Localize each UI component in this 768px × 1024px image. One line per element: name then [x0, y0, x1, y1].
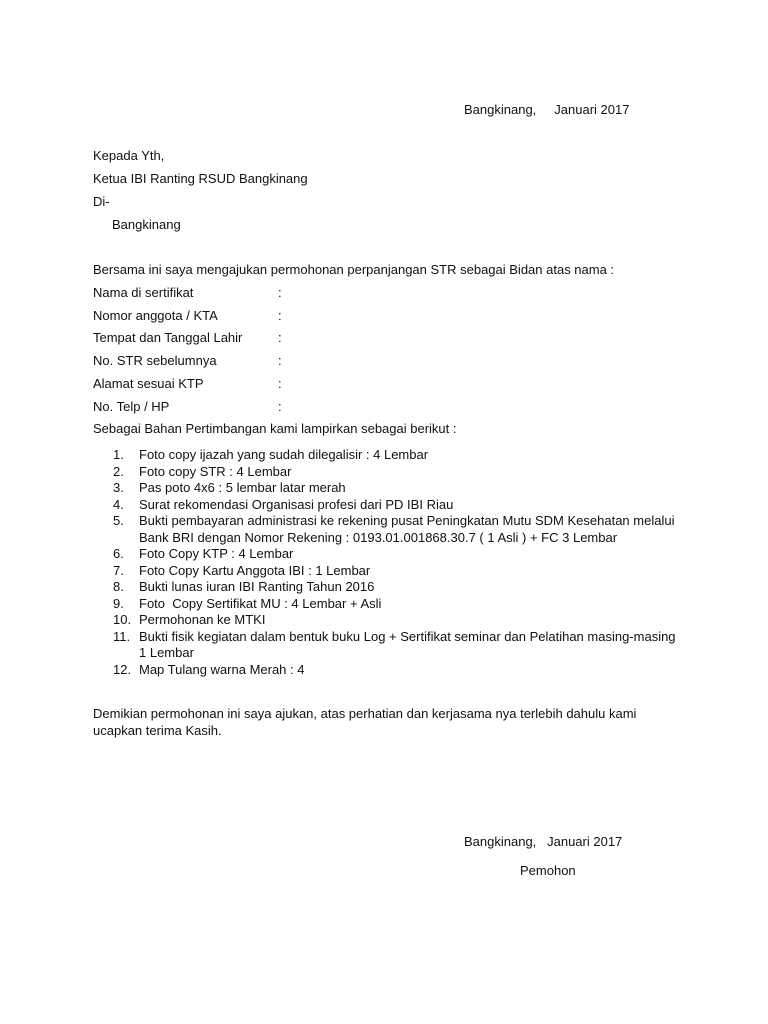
list-item-number: 3. — [113, 480, 124, 495]
closing-paragraph: Demikian permohonan ini saya ajukan, atas perhatian dan kerjasama nya terlebih dahulu kami ucapkan terima Kasih. — [93, 706, 637, 738]
list-item — [93, 513, 683, 546]
list-item-number: 4. — [113, 496, 124, 512]
field-colon: : — [278, 285, 282, 300]
list-item-text: Foto copy ijazah yang sudah dilegalisir : 4 Lembar — [139, 447, 429, 462]
field-colon: : — [278, 353, 282, 368]
list-item — [93, 662, 683, 679]
list-item-number: 12. — [113, 661, 132, 677]
list-item-text: Pas poto 4x6 : 5 lembar latar merah — [139, 480, 346, 495]
recipient-salutation: Kepada Yth, — [93, 148, 165, 163]
list-item-number: 10. — [113, 612, 132, 627]
recipient-di: Di- — [93, 194, 110, 209]
header-date: Januari 2017 — [554, 102, 630, 117]
field-colon: : — [278, 308, 282, 323]
field-colon: : — [278, 330, 282, 345]
recipient-city: Bangkinang — [112, 217, 181, 232]
header-place-date — [464, 102, 629, 118]
list-item-number: 8. — [113, 579, 124, 594]
list-item — [93, 480, 683, 497]
list-item — [93, 447, 683, 464]
intro-paragraph: Bersama ini saya mengajukan permohonan perpanjangan STR sebagai Bidan atas nama : — [93, 262, 615, 277]
list-item — [93, 464, 683, 481]
header-city: Bangkinang, — [464, 102, 537, 117]
list-item — [93, 497, 683, 514]
field-label-no-str: No. STR sebelumnya — [93, 353, 217, 368]
list-item-number: 2. — [113, 463, 124, 479]
list-item-number: 9. — [113, 595, 124, 611]
list-item — [93, 563, 683, 580]
list-item-number: 6. — [113, 546, 124, 561]
list-item-text: Permohonan ke MTKI — [139, 612, 266, 627]
field-label-alamat: Alamat sesuai KTP — [93, 376, 204, 391]
list-item-number: 11. — [113, 628, 131, 644]
list-item — [93, 596, 683, 613]
list-item-number: 7. — [113, 562, 124, 578]
attachments-list — [93, 447, 683, 678]
list-item-number: 5. — [113, 513, 124, 528]
list-item-text: Foto Copy KTP : 4 Lembar — [139, 546, 294, 561]
list-item-text: Surat rekomendasi Organisasi profesi dari PD IBI Riau — [139, 496, 454, 512]
list-item — [93, 629, 683, 662]
list-item-text: Foto Copy Sertifikat MU : 4 Lembar + Asli — [139, 595, 382, 611]
list-item-text: Bukti pembayaran administrasi ke rekening pusat Peningkatan Mutu SDM Kesehatan melalui Bank BRI dengan Nomor Rekening : 0193.01.001868.30.7 ( 1 Asli ) + FC 3 Lembar — [139, 513, 675, 545]
signature-role: Pemohon — [520, 863, 576, 878]
recipient-title: Ketua IBI Ranting RSUD Bangkinang — [93, 171, 308, 186]
list-item-text: Foto Copy Kartu Anggota IBI : 1 Lembar — [139, 562, 371, 578]
list-item — [93, 612, 683, 629]
list-item — [93, 546, 683, 563]
field-colon: : — [278, 376, 282, 391]
field-label-nama: Nama di sertifikat — [93, 285, 194, 300]
field-label-nomor-anggota: Nomor anggota / KTA — [93, 308, 218, 323]
list-item-number: 1. — [113, 447, 124, 462]
list-item-text: Foto copy STR : 4 Lembar — [139, 463, 292, 479]
attachments-intro: Sebagai Bahan Pertimbangan kami lampirkan sebagai berikut : — [93, 421, 457, 436]
field-label-tempat-tanggal-lahir: Tempat dan Tanggal Lahir — [93, 330, 243, 345]
list-item-text: Map Tulang warna Merah : 4 — [139, 661, 305, 677]
field-label-no-telp: No. Telp / HP — [93, 399, 170, 414]
signature-place-date: Bangkinang, Januari 2017 — [464, 834, 623, 849]
list-item-text: Bukti lunas iuran IBI Ranting Tahun 2016 — [139, 579, 375, 594]
list-item — [93, 579, 683, 596]
field-colon: : — [278, 399, 282, 414]
list-item-text: Bukti fisik kegiatan dalam bentuk buku Log + Sertifikat seminar dan Pelatihan masing-masing 1 Lembar — [139, 628, 676, 660]
